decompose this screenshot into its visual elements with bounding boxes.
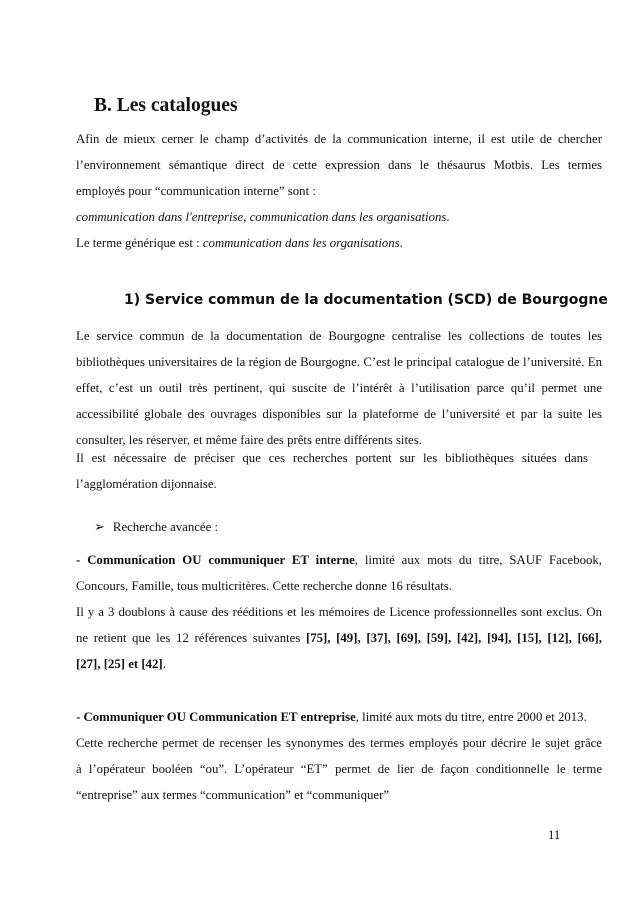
scd-p2-line-2: l’agglomération dijonnaise. [76,477,217,491]
intro-line-1: Afin de mieux cerner le champ d’activités de la communication interne, il est utile de chercher [76,132,602,146]
search-2-line-1 [76,704,602,730]
intro-paragraph [76,126,602,256]
scd-paragraph-2 [76,445,602,497]
scd-paragraph-1 [76,323,602,453]
page-number: 11 [548,828,561,842]
search-2-paragraph [76,704,602,808]
scd-p1-line-2: bibliothèques universitaires de la région de Bourgogne. C’est le principal catalogue de l’université. En [76,355,602,369]
advanced-search-bullet [94,520,218,535]
intro-line-4-end: . [446,210,450,224]
intro-line-5-end: . [399,236,403,250]
advanced-search-label: Recherche avancée : [112,520,219,534]
intro-line-5-start: Le terme générique est : [76,236,203,250]
intro-line-3: employés pour “communication interne” sont : [76,184,316,198]
search-2-line-2: Cette recherche permet de recenser les synonymes des termes employés pour décrire le sujet grâce [76,736,602,750]
scd-p1-line-5: consulter, les réserver, et même faire des prêts entre différents sites. [76,433,422,447]
search-1-references-end: [27], [25] et [42] [76,657,163,671]
intro-line-2: l’environnement sémantique direct de cette expression dans le thésaurus Motbis. Les termes [76,158,602,172]
search-1-line-4-start: ne retient que les 12 références suivantes [76,631,306,645]
search-2-query: - Communiquer OU Communication ET entreprise [76,710,356,724]
intro-synonyms: communication dans l'entreprise, communication dans les organisations [76,210,447,224]
scd-p1-line-4: accessibilité globale des ouvrages disponibles sur la plateforme de l’université et par la suite les [76,407,602,421]
scd-p2-line-1: Il est nécessaire de préciser que ces recherches portent sur les bibliothèques situées dans [76,451,588,465]
search-1-line-1 [76,547,602,573]
search-2-rest: , limité aux mots du titre, entre 2000 et 2013. [355,710,587,724]
intro-generic-term: communication dans les organisations [202,236,400,250]
scd-p1-line-3: effet, c’est un outil très pertinent, qui suscite de l’intérêt à l’utilisation parce qu’il permet une [76,381,602,395]
search-2-line-4: “entreprise” aux termes “communication” et “communiquer” [76,788,390,802]
search-1-paragraph [76,547,602,677]
search-1-line-4 [76,625,602,651]
search-1-references: [75], [49], [37], [69], [59], [42], [94], [15], [12], [66], [305,631,603,645]
section-title: B. Les catalogues [94,95,238,116]
search-1-query: - Communication OU communiquer ET interne [76,553,355,567]
search-1-line-2: Concours, Famille, tous multicritères. Cette recherche donne 16 résultats. [76,579,452,593]
intro-line-5 [76,230,602,256]
right-arrowhead-icon: ➢ [94,520,105,535]
search-1-line-3: Il y a 3 doublons à cause des rééditions et les mémoires de Licence professionnelles sont exclus. On [76,605,602,619]
subsection-title: 1) Service commun de la documentation (SCD) de Bourgogne [124,292,608,308]
intro-line-4 [76,204,602,230]
search-1-line-5 [76,651,602,677]
search-1-line-5-end: . [162,657,166,671]
search-1-rest: , limité aux mots du titre, SAUF Facebook, [354,553,602,567]
search-2-line-3: à l’opérateur booléen “ou”. L’opérateur “ET” permet de lier de façon conditionnelle le terme [76,762,602,776]
scd-p1-line-1: Le service commun de la documentation de Bourgogne centralise les collections de toutes les [76,329,602,343]
